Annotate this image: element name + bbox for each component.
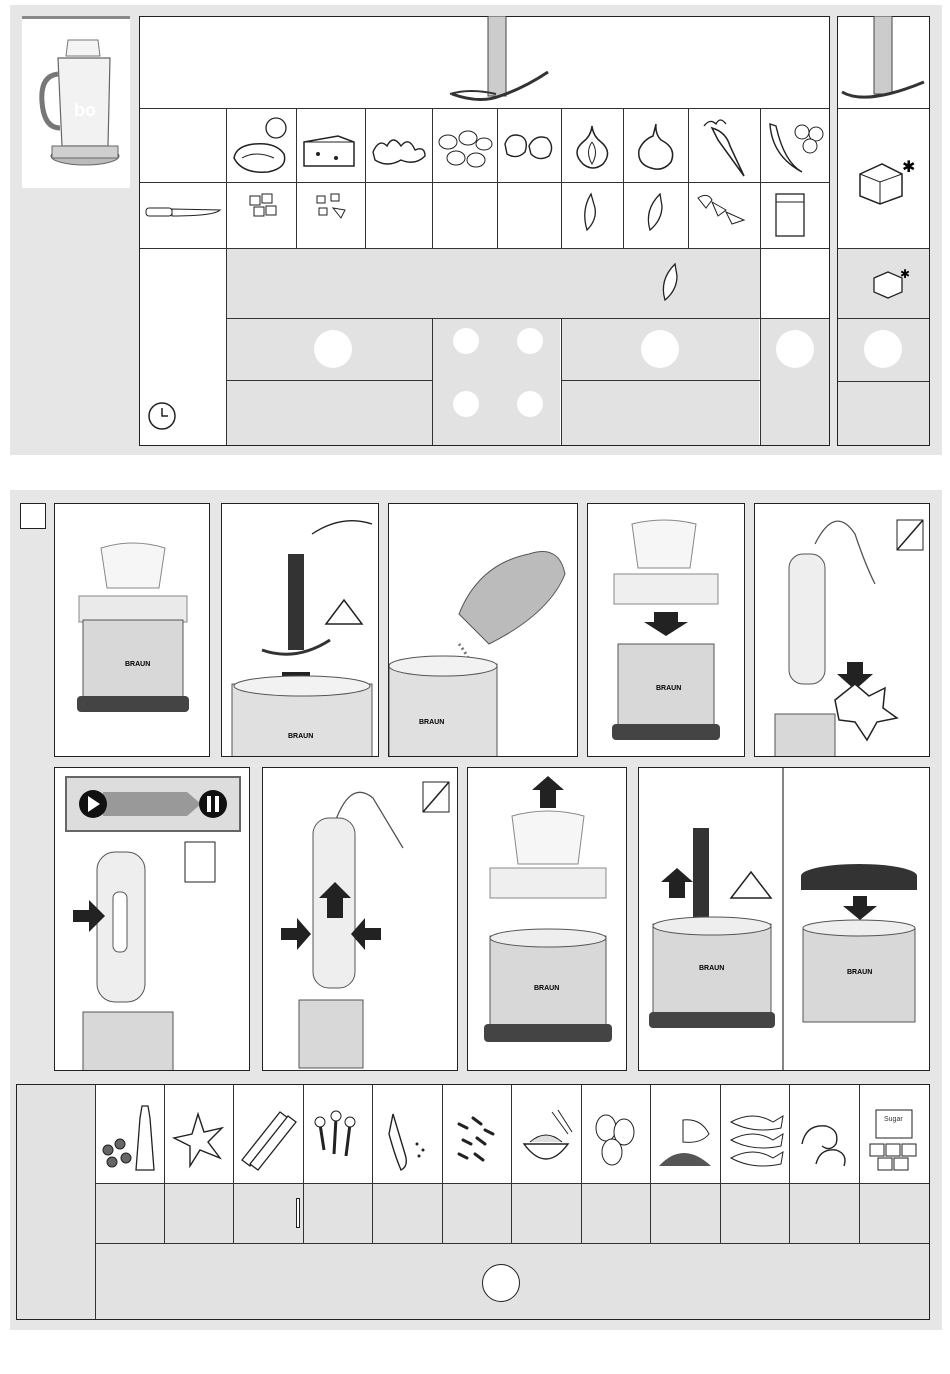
ice-crusher-blade-icon [838, 16, 929, 108]
speed-circle [864, 330, 902, 368]
chopper-blade-icon [440, 16, 560, 108]
cinnamon-icon [236, 1104, 300, 1174]
cumin-icon [445, 1104, 509, 1174]
step-detach-motor [262, 767, 458, 1071]
diced-meat-icon [244, 190, 284, 224]
sugar-label: Sugar [884, 1116, 903, 1123]
cloves-icon [306, 1104, 370, 1174]
brand-label: BRAUN [419, 719, 445, 726]
brand-label: BRAUN [847, 969, 873, 976]
ice-cube-small-icon [868, 262, 918, 304]
step-remove-blade-and-store [638, 767, 930, 1071]
step-attach-lid [587, 503, 745, 757]
svg-text:✱: ✱ [902, 157, 916, 176]
onion-slice-icon [575, 190, 605, 238]
speed-circle [453, 391, 479, 417]
diced-cheese-icon [313, 190, 353, 224]
carrot-pieces-icon [692, 190, 756, 230]
speed-circle [641, 330, 679, 368]
rice-icon [514, 1104, 578, 1174]
step-insert-blade [221, 503, 379, 757]
speed-circle [776, 330, 814, 368]
star-anise-icon [168, 1104, 230, 1174]
peppercorn-mill-icon [98, 1100, 162, 1176]
brand-label: BRAUN [656, 685, 682, 692]
garlic-clove-icon [655, 262, 685, 306]
pause-icon [199, 790, 227, 818]
ice-cube-icon [852, 150, 922, 210]
speed-circle [314, 330, 352, 368]
step-run-pulse [54, 767, 250, 1071]
garlic-clove-icon [640, 190, 670, 238]
knife-icon [142, 200, 224, 228]
onion-icon [563, 118, 621, 178]
logo-glyph: bo [74, 100, 96, 120]
garlic-icon [625, 118, 687, 178]
shrimp-icon [792, 1104, 856, 1174]
sugar-cubes-icon [862, 1104, 926, 1174]
parsley-icon [367, 124, 431, 174]
speed-circle [453, 328, 479, 354]
brand-label: BRAUN [534, 985, 560, 992]
carrot-icon [690, 112, 758, 180]
play-pause-control [65, 776, 241, 832]
banana-strawberry-icon [762, 112, 828, 180]
speed-circle [517, 328, 543, 354]
meat-icon [228, 112, 294, 180]
brand-label: BRAUN [125, 661, 151, 668]
fish-icon [723, 1104, 787, 1174]
seeds-icon [653, 1104, 717, 1174]
coffee-beans-icon [584, 1104, 648, 1174]
step-fill-ingredients [388, 503, 578, 757]
blender-jar-image [22, 16, 130, 188]
nuts-icon [434, 124, 496, 174]
step-remove-lid [467, 767, 627, 1071]
speed-circle [482, 1264, 520, 1302]
step-assembled-chopper [54, 503, 210, 757]
clock-icon [146, 400, 178, 432]
small-bar-mark [296, 1198, 300, 1228]
step-attach-motor [754, 503, 930, 757]
cheese-icon [298, 126, 364, 176]
svg-text:✱: ✱ [900, 267, 911, 281]
container-outline-icon [772, 190, 812, 242]
chili-icon [375, 1104, 439, 1174]
brand-label: BRAUN [288, 733, 314, 740]
blender-jar-icon [22, 16, 130, 188]
speed-circle [517, 391, 543, 417]
walnuts-icon [499, 124, 559, 174]
brand-label: BRAUN [699, 965, 725, 972]
step-marker-box [20, 503, 46, 529]
